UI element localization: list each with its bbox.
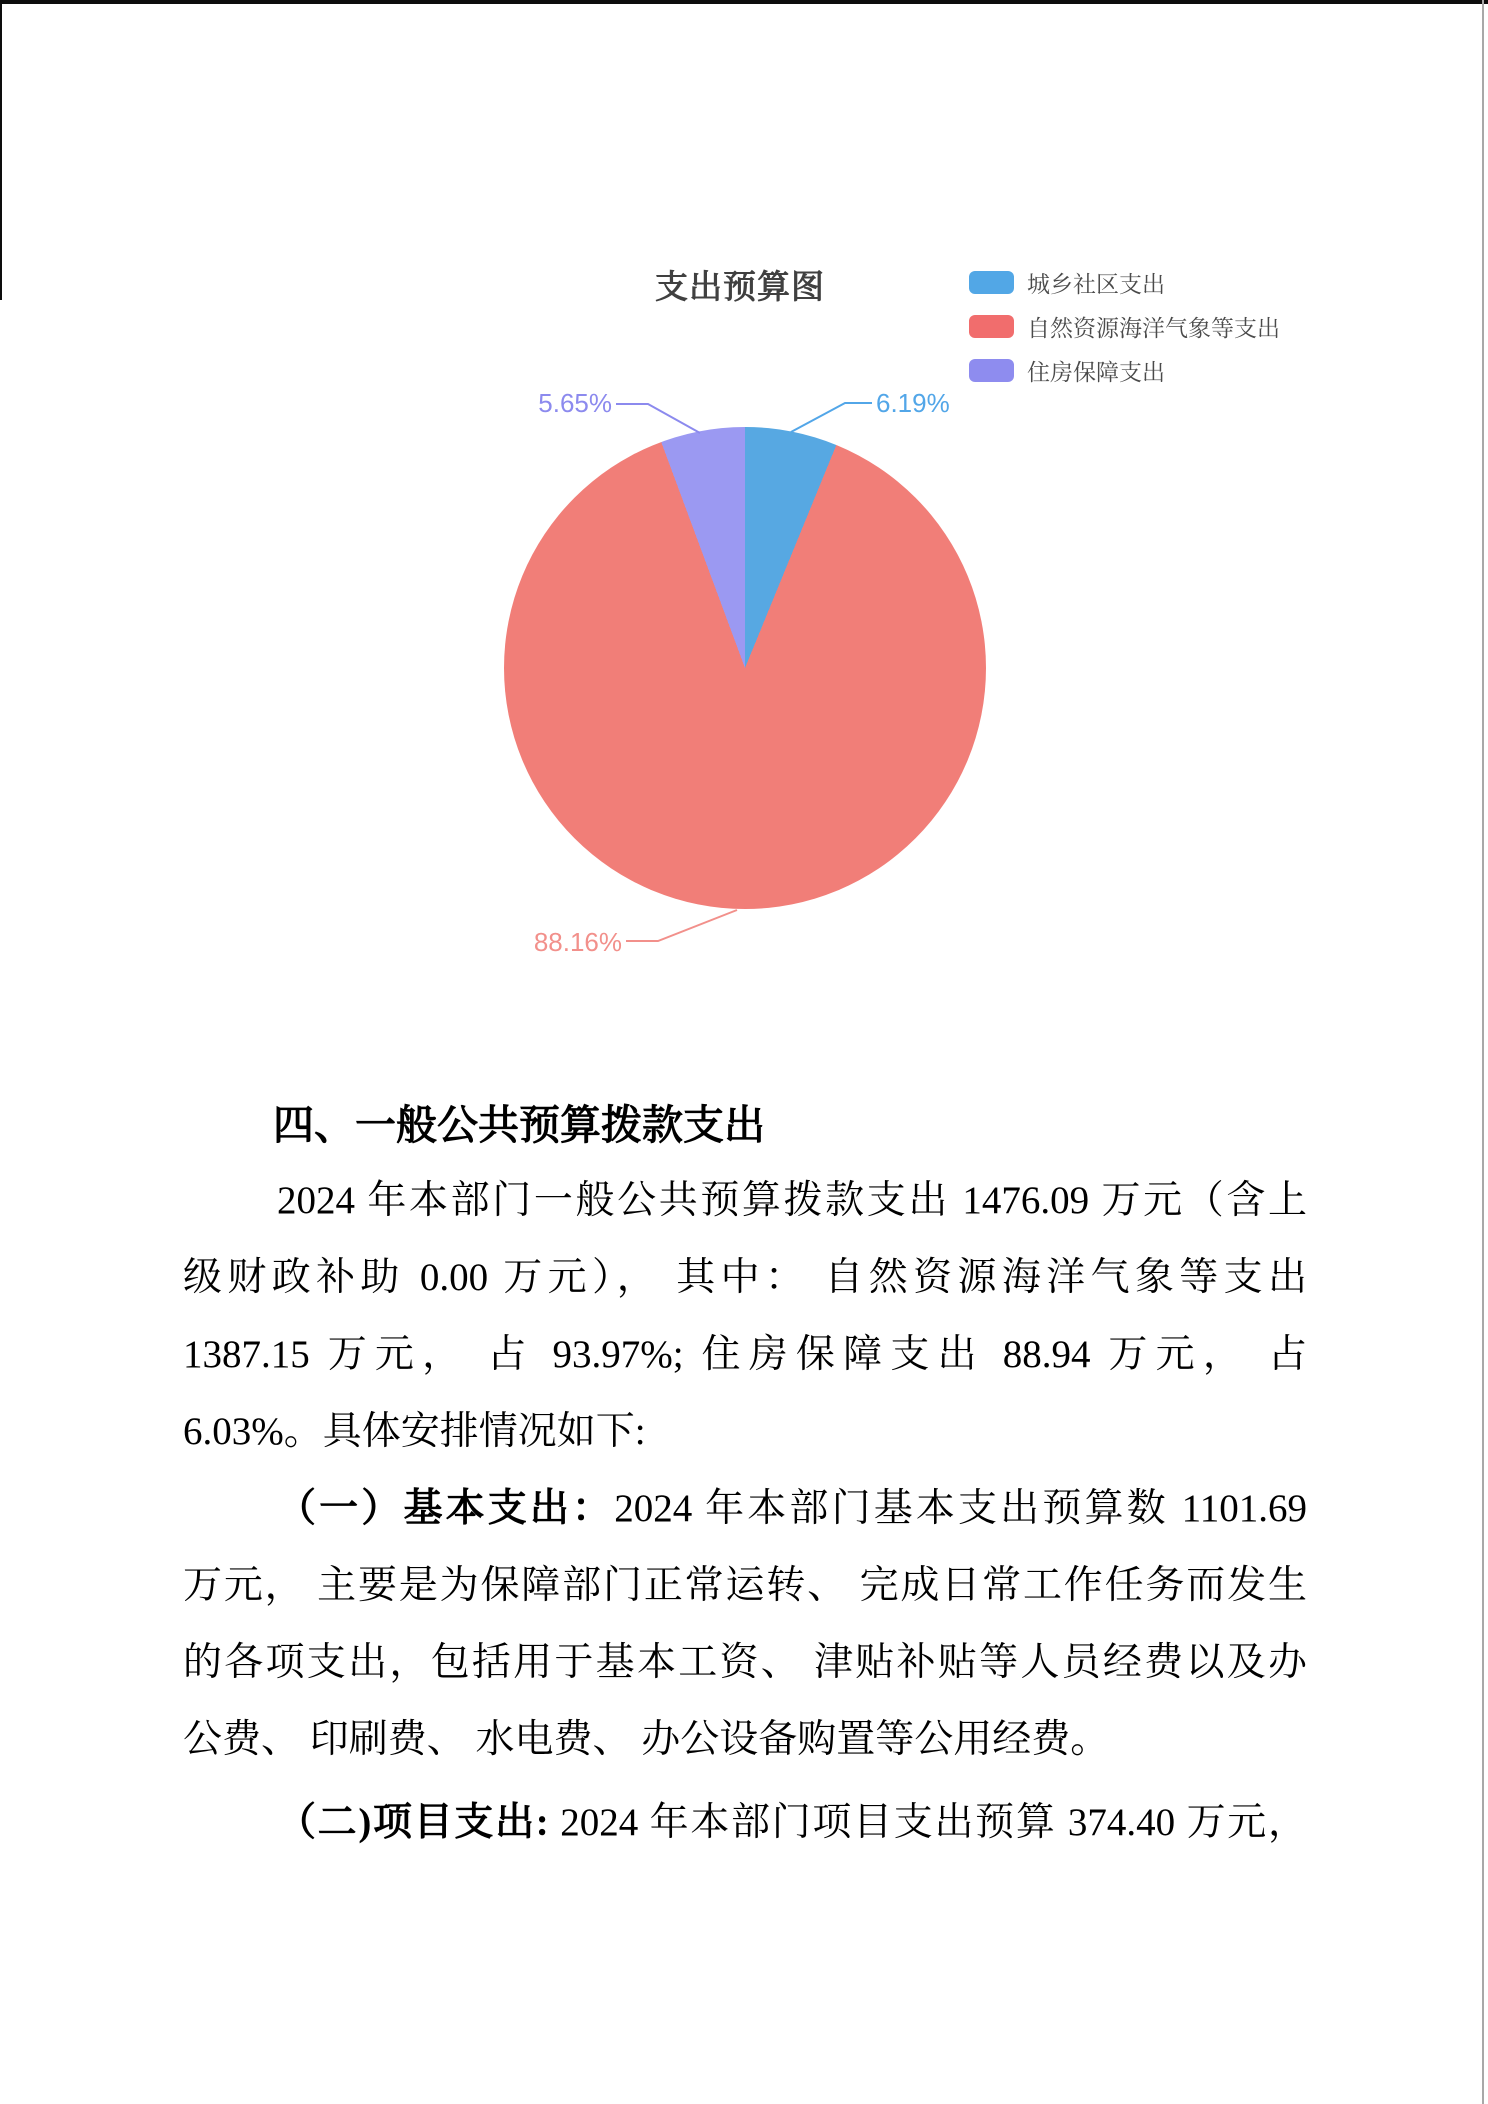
body-line-8: 公费、 印刷费、 水电费、 办公设备购置等公用经费。 bbox=[183, 1718, 1110, 1761]
page-left-border bbox=[0, 0, 2, 300]
pie-label-housing: 5.65% bbox=[538, 388, 612, 418]
body-line-3: 1387.15 万元， 占 93.97%; 住房保障支出 88.94 万元， 占 bbox=[183, 1333, 1307, 1376]
body-line-6: 万元， 主要是为保障部门正常运转、 完成日常工作任务而发生 bbox=[183, 1564, 1307, 1607]
chart-title: 支出预算图 bbox=[655, 268, 825, 305]
legend-label: 城乡社区支出 bbox=[1027, 271, 1165, 297]
page-top-border bbox=[0, 0, 1488, 4]
leader-line-housing bbox=[616, 404, 700, 433]
page-right-border bbox=[1482, 0, 1484, 2104]
body-line-4: 6.03%。具体安排情况如下: bbox=[183, 1410, 646, 1453]
leader-line-natural bbox=[626, 910, 737, 941]
body-line-7: 的各项支出，包括用于基本工资、 津贴补贴等人员经费以及办 bbox=[183, 1641, 1307, 1684]
section-heading: 四、一般公共预算拨款支出 bbox=[273, 1102, 765, 1148]
body-line-2: 级财政补助 0.00 万元）， 其中： 自然资源海洋气象等支出 bbox=[183, 1256, 1307, 1299]
legend-label: 住房保障支出 bbox=[1027, 359, 1165, 385]
legend-swatch-icon bbox=[969, 359, 1014, 382]
legend-item-3 bbox=[969, 359, 1280, 385]
body-line-5: （一）基本支出：2024 年本部门基本支出预算数 1101.69 bbox=[277, 1487, 1307, 1530]
pie-label-natural: 88.16% bbox=[533, 927, 622, 957]
legend-label: 自然资源海洋气象等支出 bbox=[1027, 315, 1280, 341]
body-line-9: （二)项目支出: 2024 年本部门项目支出预算 374.40 万元， bbox=[277, 1801, 1307, 1844]
chart-legend bbox=[969, 271, 1280, 403]
legend-swatch-icon bbox=[969, 315, 1014, 338]
legend-swatch-icon bbox=[969, 271, 1014, 294]
pie-label-urban: 6.19% bbox=[876, 388, 950, 418]
body-line-1: 2024 年本部门一般公共预算拨款支出 1476.09 万元（含上 bbox=[277, 1179, 1307, 1222]
pie-chart bbox=[504, 427, 986, 909]
legend-item-2 bbox=[969, 315, 1280, 341]
body-line-bold-lead: （一）基本支出： bbox=[277, 1487, 615, 1530]
legend-item-1 bbox=[969, 271, 1280, 297]
body-lines bbox=[183, 1162, 1307, 1861]
body-line-bold-lead: （二)项目支出: bbox=[277, 1801, 549, 1844]
leader-line-urban bbox=[791, 403, 872, 432]
